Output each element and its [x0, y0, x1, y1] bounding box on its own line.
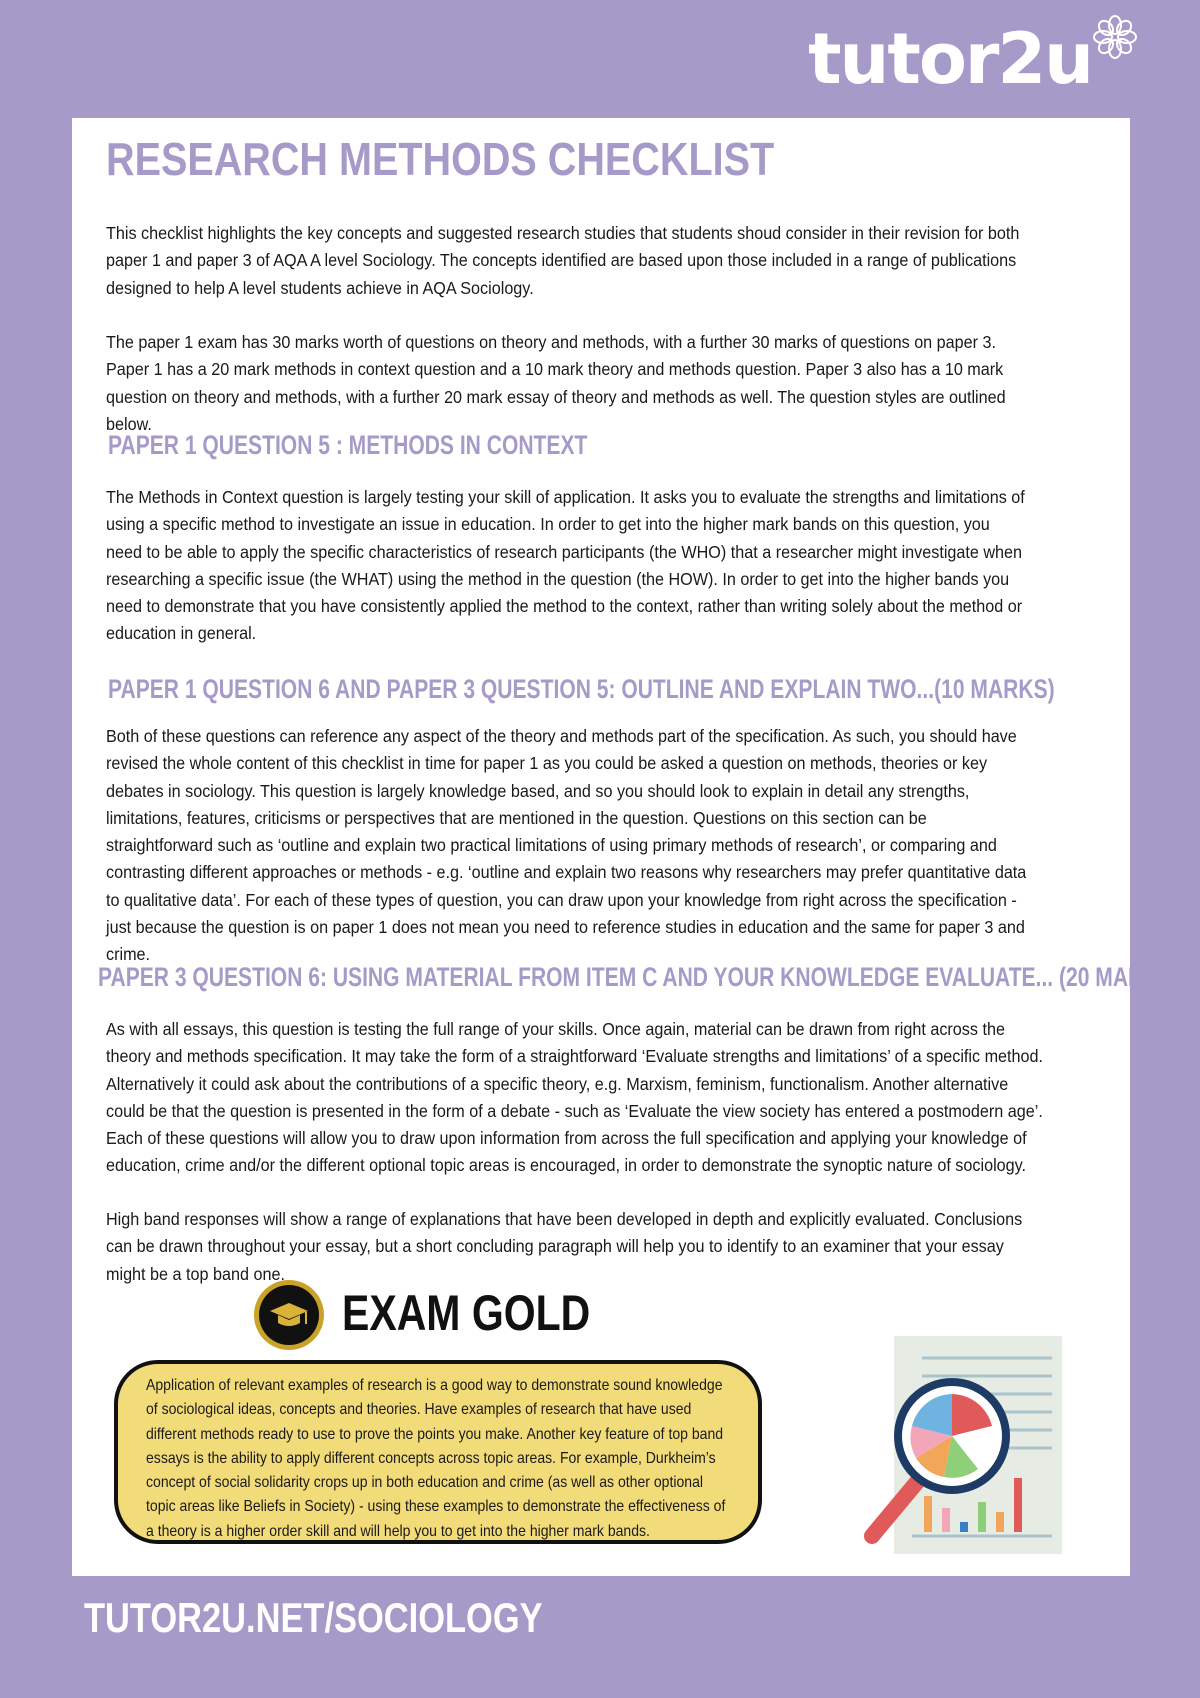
section-heading: PAPER 1 QUESTION 6 AND PAPER 3 QUESTION 5: OUTLINE AND EXPLAIN TWO...(10 MARKS) — [108, 674, 1055, 704]
section-heading: PAPER 3 QUESTION 6: USING MATERIAL FROM ITEM C AND YOUR KNOWLEDGE EVALUATE... (20 MARKS) — [98, 962, 1180, 992]
section-paragraph: Both of these questions can reference any aspect of the theory and methods part of the specification. As such, you should have revised the whole content of this checklist in time for paper 1 as you could be asked a question on methods, theories or key debates in sociology. This question is largely knowledge based, and so you should look to explain in detail any strengths, limitations, features, criticisms or perspectives that are mentioned in the question. Questions on this section can be straightforward such as ‘outline and explain two practical limitations of using primary methods of research’, or comparing and contrasting different approaches or methods - e.g. ‘outline and explain two reasons why researchers may prefer quantitative data to qualitative data’. For each of these types of question, you can draw upon your knowledge from right across the specification - just because the question is on paper 1 does not mean you need to reference studies in education and the same for paper 3 and crime. — [106, 726, 1027, 965]
flower-icon — [1090, 12, 1140, 62]
section-paragraph: The Methods in Context question is largely testing your skill of application. It asks you to evaluate the strengths and limitations of using a specific method to investigate an issue in education. In order to get into the higher mark bands on this question, you need to be able to apply the specific characteristics of research participants (the WHO) that a researcher might investigate when researching a specific issue (the WHAT) using the method in the question (the HOW). In order to get into the higher bands you need to demonstrate that you have consistently applied the method to the context, rather than writing solely about the method or education in general. — [106, 487, 1025, 644]
section-paragraph: High band responses will show a range of explanations that have been developed in depth and explicitly evaluated. Conclusions can be drawn throughout your essay, but a short concluding paragraph will help you to identify to an examiner that your essay might be a top band one. — [106, 1209, 1023, 1284]
content-card — [72, 118, 1180, 1576]
page-title: RESEARCH METHODS CHECKLIST — [106, 133, 775, 185]
graduation-cap-icon — [252, 1278, 326, 1352]
magnifier-chart-icon — [852, 1336, 1062, 1561]
intro-paragraph: This checklist highlights the key concepts and suggested research studies that students shoud consider in their revision for both paper 1 and paper 3 of AQA A level Sociology. The concepts identified are based upon those included in a range of publications designed to help A level students achieve in AQA Sociology. — [106, 223, 1020, 298]
exam-gold-text: Application of relevant examples of research is a good way to demonstrate sound knowledge of sociological ideas, concepts and theories. Have examples of research that have used different methods ready to use to prove the points you make. Another key feature of top band essays is the ability to apply different concepts across topic areas. For example, Durkheim’s concept of social solidarity crops up in both education and crime (as well as other optional topic areas like Beliefs in Society) - using these examples to demonstrate the effectiveness of a theory is a higher order skill and will help you to get into the higher mark bands. — [146, 1377, 726, 1540]
section-paragraph: As with all essays, this question is testing the full range of your skills. Once again, material can be drawn from right across the theory and methods specification. It may take the form of a straightforward ‘Evaluate strengths and limitations’ of a specific method. Alternatively it could ask about the contributions of a specific theory, e.g. Marxism, feminism, functionalism. Another alternative could be that the question is presented in the form of a debate - such as ‘Evaluate the view society has entered a postmodern age’. Each of these questions will allow you to draw upon information from across the full specification and applying your knowledge of education, crime and/or the different optional topic areas is encouraged, in order to demonstrate the synoptic nature of sociology. — [106, 1019, 1044, 1176]
brand-logo: tutor2u — [808, 18, 1092, 100]
exam-gold-box — [114, 1360, 762, 1544]
footer-url: TUTOR2U.NET/SOCIOLOGY — [84, 1594, 543, 1641]
intro-paragraph: The paper 1 exam has 30 marks worth of questions on theory and methods, with a further 30 marks of questions on paper 3. Paper 1 has a 20 mark methods in context question and a 10 mark theory and methods question. Paper 3 also has a 10 mark question on theory and methods, with a further 20 mark essay of theory and methods as well. The question styles are outlined below. — [106, 332, 1006, 434]
exam-gold-label: EXAM GOLD — [342, 1285, 591, 1341]
section-heading: PAPER 1 QUESTION 5 : METHODS IN CONTEXT — [108, 430, 588, 460]
